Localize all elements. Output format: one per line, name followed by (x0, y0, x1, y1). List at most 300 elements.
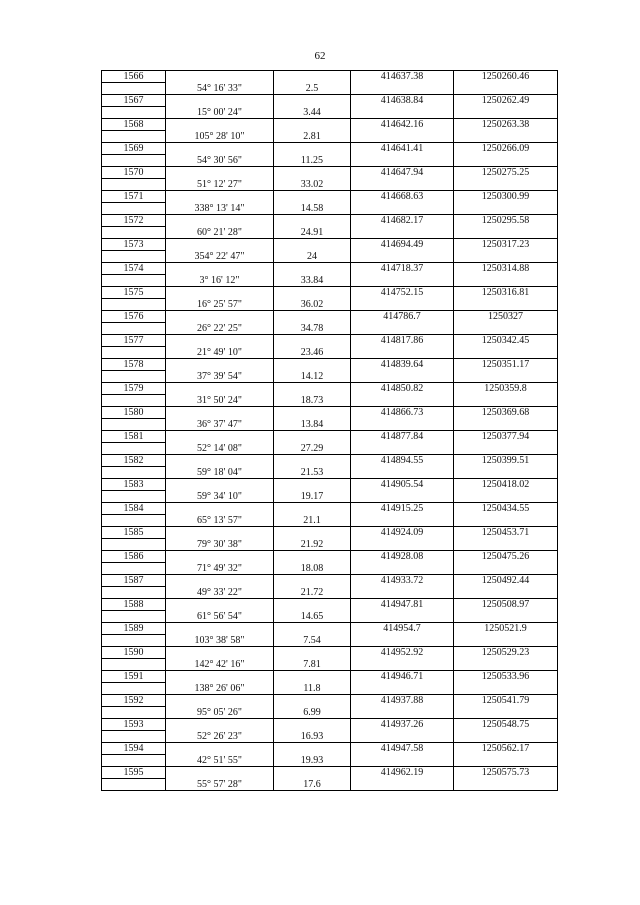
point-number-cell: 1577 (102, 335, 166, 347)
point-spacer (102, 131, 166, 143)
x-coordinate-cell: 414694.49 (351, 239, 454, 251)
point-number-cell: 1576 (102, 311, 166, 323)
table-row (102, 227, 558, 239)
point-spacer (102, 779, 166, 791)
distance-cell: 18.73 (274, 395, 351, 407)
y-coordinate-cell: 1250399.51 (454, 455, 558, 467)
distance-spacer (274, 503, 351, 515)
x-spacer (351, 587, 454, 599)
y-spacer (454, 731, 558, 743)
table-row (102, 599, 558, 611)
bearing-cell: 55° 57' 28" (166, 779, 274, 791)
table-row (102, 443, 558, 455)
table-row (102, 683, 558, 695)
bearing-spacer (166, 311, 274, 323)
x-spacer (351, 107, 454, 119)
point-number-cell: 1588 (102, 599, 166, 611)
table-row (102, 191, 558, 203)
distance-spacer (274, 671, 351, 683)
bearing-spacer (166, 479, 274, 491)
bearing-cell: 61° 56' 54" (166, 611, 274, 623)
point-number-cell: 1583 (102, 479, 166, 491)
x-coordinate-cell: 414933.72 (351, 575, 454, 587)
y-coordinate-cell: 1250377.94 (454, 431, 558, 443)
point-spacer (102, 491, 166, 503)
y-spacer (454, 323, 558, 335)
table-row (102, 179, 558, 191)
bearing-cell: 59° 34' 10" (166, 491, 274, 503)
y-coordinate-cell: 1250575.73 (454, 767, 558, 779)
distance-cell: 2.81 (274, 131, 351, 143)
distance-spacer (274, 599, 351, 611)
point-number-cell: 1573 (102, 239, 166, 251)
y-coordinate-cell: 1250327 (454, 311, 558, 323)
x-spacer (351, 395, 454, 407)
table-row (102, 107, 558, 119)
distance-spacer (274, 383, 351, 395)
table-row (102, 479, 558, 491)
distance-spacer (274, 71, 351, 83)
y-coordinate-cell: 1250453.71 (454, 527, 558, 539)
distance-cell: 17.6 (274, 779, 351, 791)
x-coordinate-cell: 414668.63 (351, 191, 454, 203)
point-spacer (102, 251, 166, 263)
bearing-spacer (166, 599, 274, 611)
bearing-spacer (166, 71, 274, 83)
y-coordinate-cell: 1250548.75 (454, 719, 558, 731)
table-row (102, 491, 558, 503)
bearing-spacer (166, 215, 274, 227)
point-number-cell: 1572 (102, 215, 166, 227)
x-spacer (351, 179, 454, 191)
y-spacer (454, 179, 558, 191)
distance-cell: 14.12 (274, 371, 351, 383)
x-coordinate-cell: 414928.08 (351, 551, 454, 563)
y-spacer (454, 491, 558, 503)
x-coordinate-cell: 414877.84 (351, 431, 454, 443)
distance-spacer (274, 359, 351, 371)
x-coordinate-cell: 414947.58 (351, 743, 454, 755)
bearing-spacer (166, 431, 274, 443)
table-row (102, 167, 558, 179)
bearing-spacer (166, 527, 274, 539)
bearing-spacer (166, 695, 274, 707)
table-row (102, 635, 558, 647)
distance-cell: 21.92 (274, 539, 351, 551)
distance-spacer (274, 575, 351, 587)
table-row (102, 707, 558, 719)
distance-cell: 7.54 (274, 635, 351, 647)
y-coordinate-cell: 1250521.9 (454, 623, 558, 635)
x-spacer (351, 83, 454, 95)
x-spacer (351, 659, 454, 671)
distance-spacer (274, 479, 351, 491)
table-row (102, 347, 558, 359)
table-row (102, 383, 558, 395)
x-coordinate-cell: 414638.84 (351, 95, 454, 107)
distance-spacer (274, 311, 351, 323)
x-coordinate-cell: 414924.09 (351, 527, 454, 539)
table-row (102, 71, 558, 83)
y-coordinate-cell: 1250562.17 (454, 743, 558, 755)
point-spacer (102, 731, 166, 743)
distance-cell: 6.99 (274, 707, 351, 719)
x-spacer (351, 251, 454, 263)
y-coordinate-cell: 1250533.96 (454, 671, 558, 683)
bearing-cell: 36° 37' 47" (166, 419, 274, 431)
table-row (102, 335, 558, 347)
table-row (102, 251, 558, 263)
y-coordinate-cell: 1250316.81 (454, 287, 558, 299)
bearing-cell: 79° 30' 38" (166, 539, 274, 551)
bearing-spacer (166, 239, 274, 251)
point-number-cell: 1568 (102, 119, 166, 131)
y-spacer (454, 635, 558, 647)
bearing-spacer (166, 719, 274, 731)
distance-spacer (274, 551, 351, 563)
x-spacer (351, 227, 454, 239)
y-coordinate-cell: 1250314.88 (454, 263, 558, 275)
table-row (102, 767, 558, 779)
distance-spacer (274, 335, 351, 347)
x-coordinate-cell: 414954.7 (351, 623, 454, 635)
y-spacer (454, 395, 558, 407)
x-spacer (351, 419, 454, 431)
point-number-cell: 1569 (102, 143, 166, 155)
table-row (102, 455, 558, 467)
y-spacer (454, 683, 558, 695)
y-coordinate-cell: 1250295.58 (454, 215, 558, 227)
distance-spacer (274, 455, 351, 467)
distance-spacer (274, 695, 351, 707)
bearing-cell: 51° 12' 27" (166, 179, 274, 191)
bearing-spacer (166, 551, 274, 563)
bearing-spacer (166, 359, 274, 371)
x-coordinate-cell: 414839.64 (351, 359, 454, 371)
point-spacer (102, 275, 166, 287)
point-number-cell: 1578 (102, 359, 166, 371)
distance-spacer (274, 623, 351, 635)
point-spacer (102, 299, 166, 311)
coordinates-table (101, 70, 558, 791)
y-coordinate-cell: 1250262.49 (454, 95, 558, 107)
point-spacer (102, 395, 166, 407)
x-coordinate-cell: 414786.7 (351, 311, 454, 323)
x-coordinate-cell: 414647.94 (351, 167, 454, 179)
x-coordinate-cell: 414718.37 (351, 263, 454, 275)
point-spacer (102, 755, 166, 767)
x-spacer (351, 779, 454, 791)
table-row (102, 395, 558, 407)
x-spacer (351, 515, 454, 527)
y-coordinate-cell: 1250263.38 (454, 119, 558, 131)
bearing-spacer (166, 191, 274, 203)
y-spacer (454, 563, 558, 575)
y-spacer (454, 515, 558, 527)
bearing-cell: 31° 50' 24" (166, 395, 274, 407)
distance-cell: 27.29 (274, 443, 351, 455)
distance-cell: 14.58 (274, 203, 351, 215)
y-spacer (454, 467, 558, 479)
point-number-cell: 1590 (102, 647, 166, 659)
x-spacer (351, 299, 454, 311)
distance-cell: 16.93 (274, 731, 351, 743)
bearing-cell: 138° 26' 06" (166, 683, 274, 695)
distance-spacer (274, 239, 351, 251)
distance-cell: 2.5 (274, 83, 351, 95)
x-coordinate-cell: 414937.88 (351, 695, 454, 707)
coordinates-table-container (101, 70, 558, 791)
point-number-cell: 1594 (102, 743, 166, 755)
table-row (102, 671, 558, 683)
bearing-spacer (166, 743, 274, 755)
table-row (102, 311, 558, 323)
table-row (102, 215, 558, 227)
bearing-spacer (166, 767, 274, 779)
bearing-cell: 59° 18' 04" (166, 467, 274, 479)
point-spacer (102, 611, 166, 623)
table-row (102, 755, 558, 767)
table-row (102, 239, 558, 251)
x-coordinate-cell: 414946.71 (351, 671, 454, 683)
bearing-cell: 3° 16' 12" (166, 275, 274, 287)
y-spacer (454, 419, 558, 431)
point-number-cell: 1566 (102, 71, 166, 83)
bearing-spacer (166, 575, 274, 587)
distance-cell: 34.78 (274, 323, 351, 335)
distance-cell: 24 (274, 251, 351, 263)
y-spacer (454, 659, 558, 671)
point-spacer (102, 587, 166, 599)
table-row (102, 467, 558, 479)
point-number-cell: 1579 (102, 383, 166, 395)
distance-spacer (274, 215, 351, 227)
x-coordinate-cell: 414915.25 (351, 503, 454, 515)
table-row (102, 203, 558, 215)
point-spacer (102, 659, 166, 671)
y-coordinate-cell: 1250266.09 (454, 143, 558, 155)
point-number-cell: 1585 (102, 527, 166, 539)
point-spacer (102, 107, 166, 119)
y-spacer (454, 347, 558, 359)
table-row (102, 503, 558, 515)
y-coordinate-cell: 1250342.45 (454, 335, 558, 347)
table-row (102, 563, 558, 575)
distance-cell: 18.08 (274, 563, 351, 575)
y-spacer (454, 251, 558, 263)
table-row (102, 131, 558, 143)
point-number-cell: 1570 (102, 167, 166, 179)
x-spacer (351, 635, 454, 647)
point-spacer (102, 563, 166, 575)
table-row (102, 539, 558, 551)
bearing-cell: 15° 00' 24" (166, 107, 274, 119)
x-spacer (351, 563, 454, 575)
bearing-spacer (166, 95, 274, 107)
distance-cell: 23.46 (274, 347, 351, 359)
point-spacer (102, 707, 166, 719)
table-row (102, 299, 558, 311)
table-row (102, 407, 558, 419)
bearing-cell: 338° 13' 14" (166, 203, 274, 215)
bearing-cell: 54° 16' 33" (166, 83, 274, 95)
x-coordinate-cell: 414642.16 (351, 119, 454, 131)
table-row (102, 779, 558, 791)
distance-spacer (274, 263, 351, 275)
y-coordinate-cell: 1250529.23 (454, 647, 558, 659)
distance-spacer (274, 743, 351, 755)
point-spacer (102, 155, 166, 167)
bearing-cell: 354° 22' 47" (166, 251, 274, 263)
x-spacer (351, 347, 454, 359)
table-row (102, 419, 558, 431)
point-number-cell: 1591 (102, 671, 166, 683)
table-row (102, 695, 558, 707)
table-row (102, 659, 558, 671)
point-spacer (102, 539, 166, 551)
table-row (102, 587, 558, 599)
bearing-cell: 65° 13' 57" (166, 515, 274, 527)
point-number-cell: 1582 (102, 455, 166, 467)
y-spacer (454, 779, 558, 791)
distance-spacer (274, 647, 351, 659)
distance-spacer (274, 143, 351, 155)
y-spacer (454, 539, 558, 551)
bearing-spacer (166, 407, 274, 419)
x-spacer (351, 203, 454, 215)
bearing-spacer (166, 455, 274, 467)
point-spacer (102, 371, 166, 383)
bearing-spacer (166, 623, 274, 635)
y-spacer (454, 155, 558, 167)
bearing-spacer (166, 503, 274, 515)
table-row (102, 287, 558, 299)
table-row (102, 731, 558, 743)
y-spacer (454, 275, 558, 287)
table-row (102, 323, 558, 335)
x-coordinate-cell: 414641.41 (351, 143, 454, 155)
distance-spacer (274, 119, 351, 131)
x-spacer (351, 323, 454, 335)
point-spacer (102, 323, 166, 335)
point-spacer (102, 467, 166, 479)
distance-cell: 21.1 (274, 515, 351, 527)
bearing-cell: 21° 49' 10" (166, 347, 274, 359)
x-spacer (351, 707, 454, 719)
x-coordinate-cell: 414752.15 (351, 287, 454, 299)
distance-cell: 36.02 (274, 299, 351, 311)
bearing-cell: 103° 38' 58" (166, 635, 274, 647)
bearing-spacer (166, 263, 274, 275)
x-spacer (351, 275, 454, 287)
bearing-cell: 71° 49' 32" (166, 563, 274, 575)
y-coordinate-cell: 1250359.8 (454, 383, 558, 395)
point-spacer (102, 635, 166, 647)
y-spacer (454, 707, 558, 719)
y-spacer (454, 83, 558, 95)
x-coordinate-cell: 414682.17 (351, 215, 454, 227)
table-row (102, 371, 558, 383)
distance-spacer (274, 719, 351, 731)
y-coordinate-cell: 1250369.68 (454, 407, 558, 419)
point-number-cell: 1567 (102, 95, 166, 107)
x-spacer (351, 539, 454, 551)
x-coordinate-cell: 414894.55 (351, 455, 454, 467)
point-spacer (102, 179, 166, 191)
point-number-cell: 1574 (102, 263, 166, 275)
distance-cell: 3.44 (274, 107, 351, 119)
bearing-spacer (166, 119, 274, 131)
x-coordinate-cell: 414962.19 (351, 767, 454, 779)
x-coordinate-cell: 414952.92 (351, 647, 454, 659)
table-row (102, 719, 558, 731)
y-coordinate-cell: 1250418.02 (454, 479, 558, 491)
x-coordinate-cell: 414637.38 (351, 71, 454, 83)
bearing-cell: 95° 05' 26" (166, 707, 274, 719)
bearing-spacer (166, 287, 274, 299)
bearing-cell: 105° 28' 10" (166, 131, 274, 143)
point-spacer (102, 515, 166, 527)
point-spacer (102, 227, 166, 239)
bearing-cell: 142° 42' 16" (166, 659, 274, 671)
distance-spacer (274, 527, 351, 539)
table-row (102, 359, 558, 371)
table-row (102, 119, 558, 131)
point-number-cell: 1592 (102, 695, 166, 707)
table-row (102, 647, 558, 659)
distance-spacer (274, 407, 351, 419)
bearing-spacer (166, 671, 274, 683)
table-row (102, 155, 558, 167)
point-number-cell: 1587 (102, 575, 166, 587)
y-spacer (454, 227, 558, 239)
bearing-spacer (166, 335, 274, 347)
x-coordinate-cell: 414947.81 (351, 599, 454, 611)
table-row (102, 83, 558, 95)
coordinates-table-body (102, 71, 558, 791)
table-row (102, 575, 558, 587)
y-coordinate-cell: 1250475.26 (454, 551, 558, 563)
y-coordinate-cell: 1250260.46 (454, 71, 558, 83)
distance-cell: 11.25 (274, 155, 351, 167)
bearing-spacer (166, 167, 274, 179)
y-coordinate-cell: 1250492.44 (454, 575, 558, 587)
table-row (102, 275, 558, 287)
bearing-cell: 52° 26' 23" (166, 731, 274, 743)
point-spacer (102, 443, 166, 455)
point-spacer (102, 347, 166, 359)
distance-cell: 24.91 (274, 227, 351, 239)
distance-spacer (274, 431, 351, 443)
distance-cell: 7.81 (274, 659, 351, 671)
page-number: 62 (314, 50, 326, 62)
distance-cell: 33.02 (274, 179, 351, 191)
distance-spacer (274, 287, 351, 299)
y-coordinate-cell: 1250541.79 (454, 695, 558, 707)
point-number-cell: 1571 (102, 191, 166, 203)
x-spacer (351, 683, 454, 695)
table-row (102, 143, 558, 155)
point-spacer (102, 83, 166, 95)
x-coordinate-cell: 414937.26 (351, 719, 454, 731)
point-number-cell: 1589 (102, 623, 166, 635)
point-number-cell: 1581 (102, 431, 166, 443)
x-spacer (351, 731, 454, 743)
y-spacer (454, 299, 558, 311)
y-spacer (454, 371, 558, 383)
distance-cell: 13.84 (274, 419, 351, 431)
x-spacer (351, 755, 454, 767)
